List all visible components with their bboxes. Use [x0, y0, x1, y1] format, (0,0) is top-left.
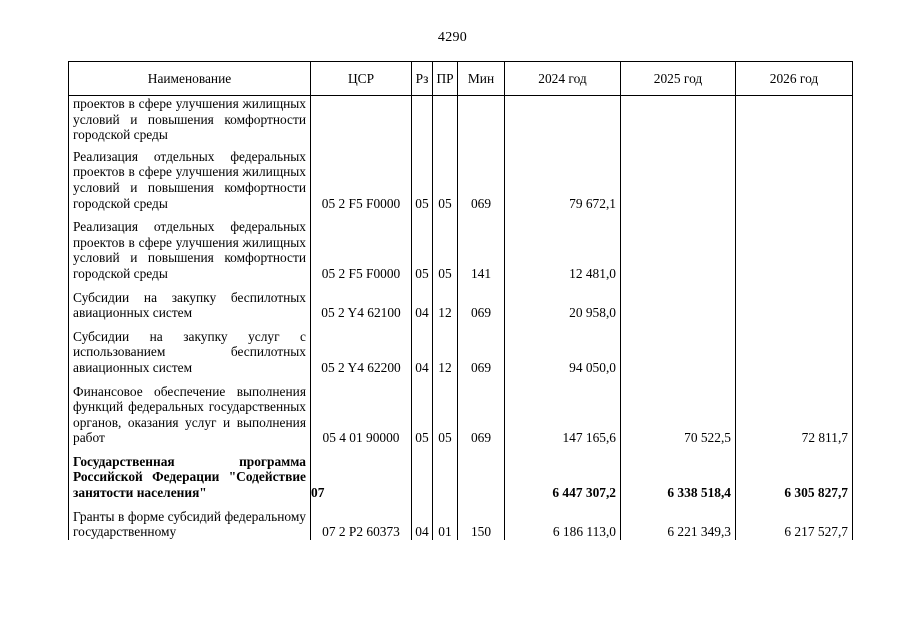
row-pr	[433, 454, 458, 509]
row-rz	[412, 454, 433, 509]
row-pr: 05	[433, 219, 458, 289]
row-rz	[412, 96, 433, 149]
header-2025: 2025 год	[621, 62, 736, 96]
row-pr: 05	[433, 384, 458, 454]
row-2026: 6 217 527,7	[736, 509, 853, 540]
table-header	[69, 62, 853, 96]
row-pr	[433, 96, 458, 149]
table-row	[69, 509, 853, 540]
row-min: 141	[458, 219, 505, 289]
row-2026	[736, 149, 853, 219]
row-2024: 6 186 113,0	[505, 509, 621, 540]
row-csr: 05 4 01 90000	[311, 384, 412, 454]
row-2024	[505, 96, 621, 149]
row-2024: 79 672,1	[505, 149, 621, 219]
table-row	[69, 219, 853, 289]
row-2026	[736, 96, 853, 149]
row-2025: 70 522,5	[621, 384, 736, 454]
row-2026	[736, 329, 853, 384]
row-name: Гранты в форме субсидий федеральному государственному	[69, 509, 311, 540]
row-csr: 07	[311, 454, 412, 509]
table-row-program	[69, 454, 853, 509]
row-pr: 12	[433, 329, 458, 384]
row-2025	[621, 219, 736, 289]
row-2026: 72 811,7	[736, 384, 853, 454]
row-min: 069	[458, 329, 505, 384]
row-csr	[311, 96, 412, 149]
header-name: Наименование	[69, 62, 311, 96]
row-csr: 05 2 F5 F0000	[311, 219, 412, 289]
table-row	[69, 96, 853, 149]
row-min: 150	[458, 509, 505, 540]
row-min	[458, 96, 505, 149]
header-csr: ЦСР	[311, 62, 412, 96]
row-2026: 6 305 827,7	[736, 454, 853, 509]
row-rz: 05	[412, 384, 433, 454]
row-rz: 04	[412, 329, 433, 384]
row-2024: 12 481,0	[505, 219, 621, 289]
row-name: проектов в сфере улучшения жилищных условий и повышения комфортности городской среды	[69, 96, 311, 149]
header-rz: Рз	[412, 62, 433, 96]
row-2025	[621, 96, 736, 149]
header-min: Мин	[458, 62, 505, 96]
row-rz: 05	[412, 219, 433, 289]
row-rz: 05	[412, 149, 433, 219]
row-2025: 6 221 349,3	[621, 509, 736, 540]
row-csr: 05 2 F5 F0000	[311, 149, 412, 219]
row-csr: 07 2 P2 60373	[311, 509, 412, 540]
row-csr: 05 2 Y4 62200	[311, 329, 412, 384]
row-min: 069	[458, 384, 505, 454]
row-pr: 01	[433, 509, 458, 540]
row-rz: 04	[412, 509, 433, 540]
page-number: 4290	[437, 30, 468, 45]
row-min: 069	[458, 290, 505, 329]
row-csr: 05 2 Y4 62100	[311, 290, 412, 329]
row-2024: 20 958,0	[505, 290, 621, 329]
table-row	[69, 149, 853, 219]
row-name: Реализация отдельных федеральных проектов в сфере улучшения жилищных условий и повышения комфортности городской среды	[69, 219, 311, 289]
row-name: Субсидии на закупку беспилотных авиационных систем	[69, 290, 311, 329]
row-2025	[621, 290, 736, 329]
row-name: Финансовое обеспечение выполнения функций федеральных государственных органов, оказания услуг и выполнения работ	[69, 384, 311, 454]
row-2025	[621, 329, 736, 384]
row-pr: 12	[433, 290, 458, 329]
row-2025	[621, 149, 736, 219]
table-row	[69, 384, 853, 454]
header-2024: 2024 год	[505, 62, 621, 96]
row-min	[458, 454, 505, 509]
budget-table	[68, 61, 853, 540]
header-2026: 2026 год	[736, 62, 853, 96]
row-rz: 04	[412, 290, 433, 329]
row-name: Государственная программа Российской Федерации "Содействие занятости населения"	[69, 454, 311, 509]
row-2024: 94 050,0	[505, 329, 621, 384]
row-min: 069	[458, 149, 505, 219]
row-name: Субсидии на закупку услуг с использованием беспилотных авиационных систем	[69, 329, 311, 384]
table-row	[69, 329, 853, 384]
row-2026	[736, 219, 853, 289]
row-2024: 147 165,6	[505, 384, 621, 454]
row-pr: 05	[433, 149, 458, 219]
table-row	[69, 290, 853, 329]
row-2025: 6 338 518,4	[621, 454, 736, 509]
header-pr: ПР	[433, 62, 458, 96]
row-2024: 6 447 307,2	[505, 454, 621, 509]
row-name: Реализация отдельных федеральных проектов в сфере улучшения жилищных условий и повышения комфортности городской среды	[69, 149, 311, 219]
row-2026	[736, 290, 853, 329]
